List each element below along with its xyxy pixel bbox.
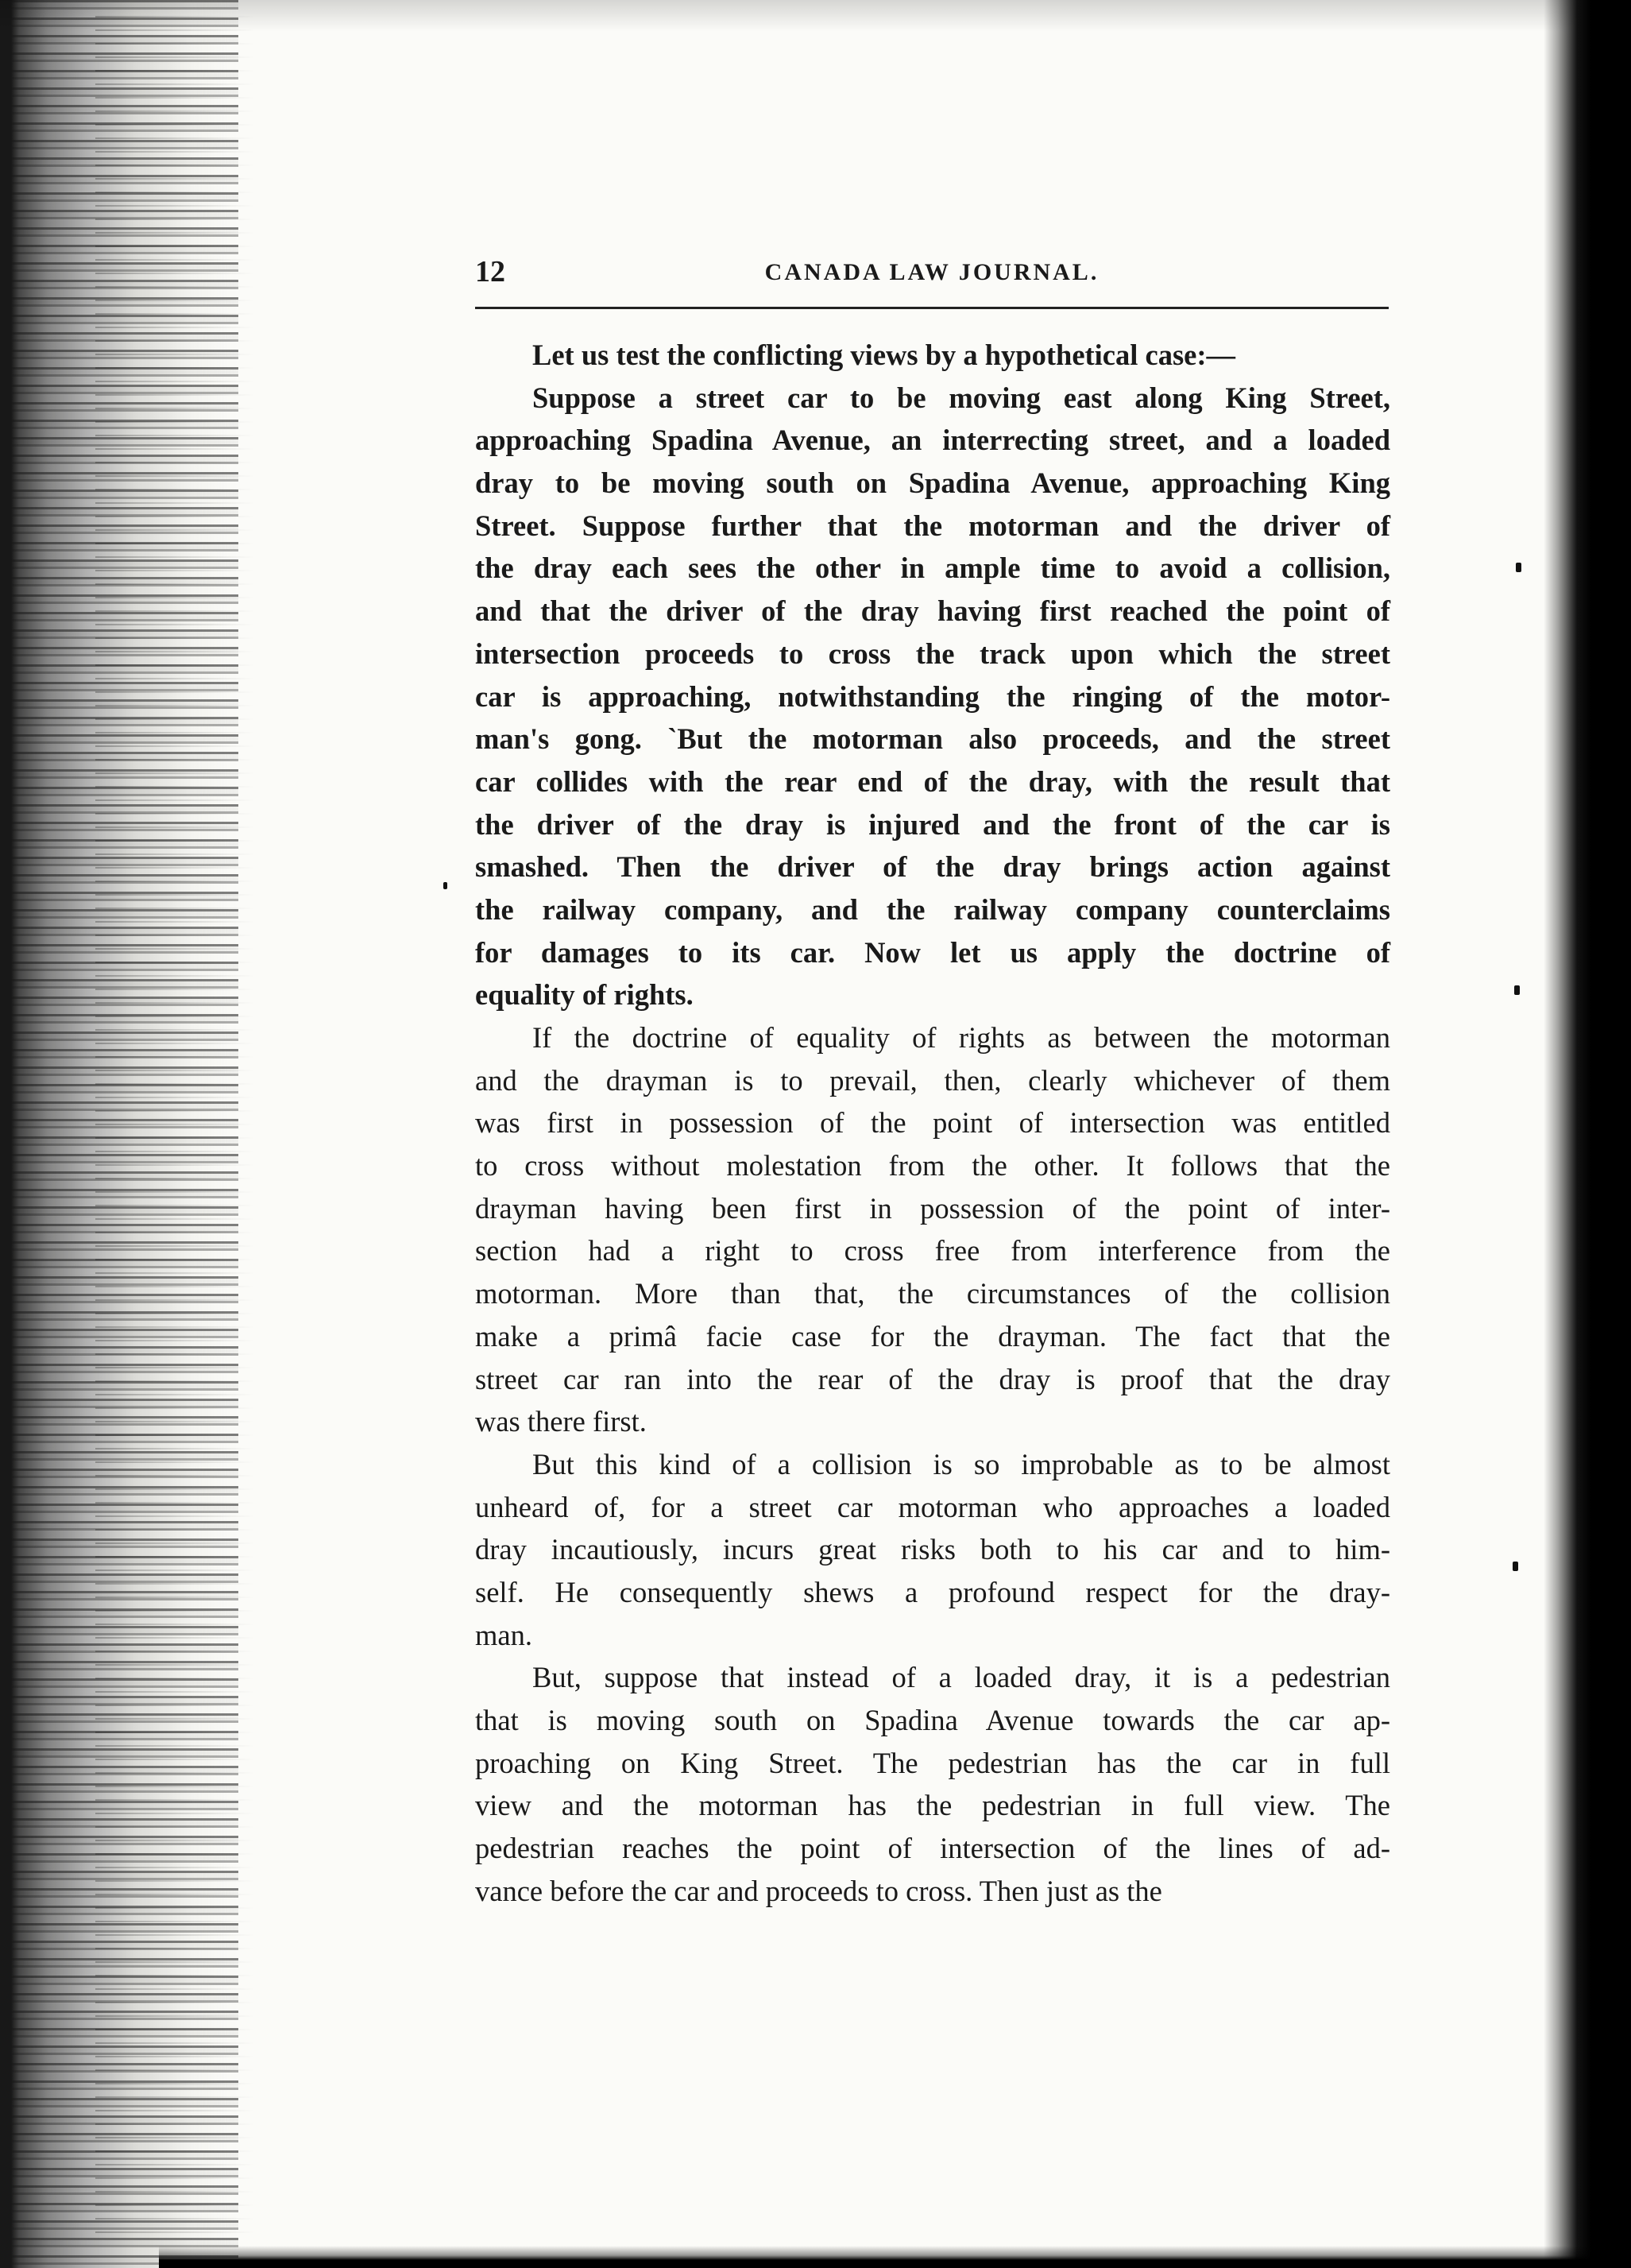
scan-right-edge-shadow <box>1544 0 1631 2268</box>
text-line: was first in possession of the point of intersection was entitled <box>475 1106 1390 1140</box>
text-line: street car ran into the rear of the dray is proof that the dray <box>475 1362 1390 1395</box>
text-line: Let us test the conflicting views by a hypothetical case:— <box>532 339 1236 371</box>
text-line: smashed. Then the driver of the dray brings action against <box>475 850 1390 884</box>
text-line: But this kind of a collision is so improbable as to be almost <box>532 1447 1390 1480</box>
text-line: dray to be moving south on Spadina Avenue, approaching King <box>475 466 1390 500</box>
text-line: view and the motorman has the pedestrian in full view. The <box>475 1789 1390 1822</box>
text-line: proaching on King Street. The pedestrian has the car in full <box>475 1746 1390 1779</box>
running-head: CANADA LAW JOURNAL. <box>764 259 1100 285</box>
text-line: But, suppose that instead of a loaded dray, it is a pedestrian <box>532 1661 1390 1694</box>
text-line: intersection proceeds to cross the track upon which the street <box>475 637 1390 670</box>
scan-speck <box>1514 985 1520 995</box>
text-line: drayman having been first in possession of the point of inter- <box>475 1191 1390 1225</box>
text-line: section had a right to cross free from interference from the <box>475 1234 1390 1268</box>
text-line: and the drayman is to prevail, then, clearly whichever of them <box>475 1063 1390 1097</box>
text-line: and that the driver of the dray having first reached the point of <box>475 594 1390 628</box>
text-line: pedestrian reaches the point of intersection of the lines of ad- <box>475 1832 1390 1865</box>
text-line: motorman. More than that, the circumstances of the collision <box>475 1277 1390 1310</box>
scan-binding-texture <box>95 16 254 2241</box>
text-line: that is moving south on Spadina Avenue towards the car ap- <box>475 1704 1390 1736</box>
text-line: car collides with the rear end of the dray, with the result that <box>475 764 1390 798</box>
text-line: approaching Spadina Avenue, an interrecting street, and a loaded <box>475 424 1390 457</box>
scan-speck <box>1516 563 1521 572</box>
paragraph-p2 <box>475 377 1390 1016</box>
text-line: the railway company, and the railway company counterclaims <box>475 892 1390 926</box>
text-line: If the doctrine of equality of rights as between the motorman <box>532 1021 1390 1054</box>
scan-speck <box>443 882 447 889</box>
text-line: the dray each sees the other in ample time to avoid a collision, <box>475 552 1390 585</box>
text-line: was there first. <box>475 1405 647 1438</box>
body-text <box>475 334 1390 1912</box>
text-line: make a primâ facie case for the drayman. The fact that the <box>475 1319 1390 1353</box>
text-line: car is approaching, notwithstanding the ringing of the motor- <box>475 679 1390 713</box>
paragraph-p3 <box>475 1016 1390 1443</box>
text-line: unheard of, for a street car motorman who approaches a loaded <box>475 1490 1390 1523</box>
page-header <box>475 254 1389 302</box>
scan-speck <box>1513 1562 1518 1571</box>
text-line: vance before the car and proceeds to cross. Then just as the <box>475 1874 1162 1907</box>
text-line: the driver of the dray is injured and the front of the car is <box>475 807 1390 841</box>
paragraph-p4 <box>475 1443 1390 1656</box>
paragraph-p1 <box>475 334 1390 377</box>
text-line: equality of rights. <box>475 978 694 1012</box>
text-line: dray incautiously, incurs great risks both to his car and to him- <box>475 1533 1390 1566</box>
text-line: self. He consequently shews a profound respect for the dray- <box>475 1575 1390 1608</box>
paragraph-p5 <box>475 1656 1390 1912</box>
page-number: 12 <box>475 255 505 288</box>
scan-top-edge <box>0 0 1631 32</box>
text-line: man's gong. `But the motorman also proceeds, and the street <box>475 722 1390 756</box>
text-line: Street. Suppose further that the motorman and the driver of <box>475 509 1390 542</box>
scan-bottom-edge <box>159 2246 1631 2268</box>
text-line: Suppose a street car to be moving east along King Street, <box>532 381 1390 414</box>
text-line: to cross without molestation from the other. It follows that the <box>475 1149 1390 1182</box>
text-line: man. <box>475 1618 532 1651</box>
text-line: for damages to its car. Now let us apply the doctrine of <box>475 935 1390 969</box>
header-rule <box>475 307 1389 309</box>
